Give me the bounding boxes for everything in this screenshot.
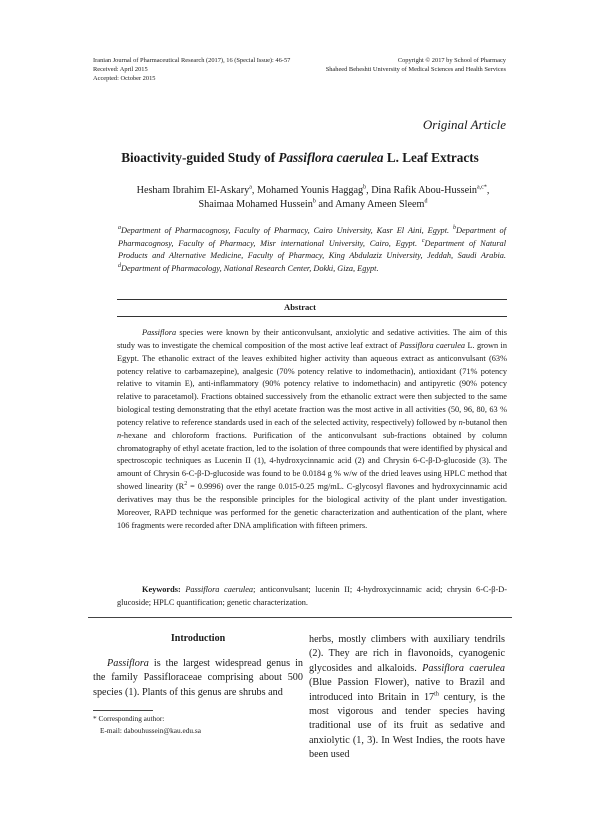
abstract-genus: Passiflora	[142, 328, 177, 337]
journal-header-left	[93, 57, 290, 83]
abstract-r-squared-sup: 2	[184, 481, 188, 488]
keyword-species: Passiflora caerulea	[185, 585, 254, 594]
abstract-text-5: = 0.9996) over the range 0.015-0.25 mg/mL. C-glycosyl flavones and hydroxycinnamic acid derivatives may thus be the responsible principles for the biological activity of the plant under investigation. Moreover, RAPD technique was performed for the genetic characterization and authentication of the plant, where 106 fragments were recorded after DNA amplification with fifteen primers.	[117, 482, 507, 530]
abstract-heading: Abstract	[284, 302, 316, 312]
right-species: Passiflora caerulea	[422, 662, 506, 674]
abstract-n-2: n	[117, 430, 122, 440]
title-part1: Bioactivity-guided Study of	[121, 150, 279, 165]
abstract-species: Passiflora caerulea	[399, 340, 466, 350]
author-4: , Shaimaa Mohamed Hussein	[198, 185, 490, 210]
affil-b: Department of Pharmacognosy, Faculty of Pharmacy, Misr international University, Cairo, Egypt.	[118, 226, 506, 248]
author-5-sup: d	[424, 198, 428, 205]
author-1: Hesham Ibrahim El-Askary	[136, 185, 250, 196]
journal-citation: Iranian Journal of Pharmaceutical Research (2017), 16 (Special Issue): 46-57	[93, 57, 291, 64]
intro-text-1: is the largest widespread genus in the family Passifloraceae comprising about 500 species (1). Plants of this genus are shrubs and	[93, 658, 303, 698]
affil-c-sup: c	[421, 237, 425, 244]
section-divider	[88, 617, 512, 618]
keywords-label: Keywords:	[142, 585, 181, 594]
title-species: Passiflora caerulea	[278, 150, 384, 165]
right-text-3: century, is the most vigorous and tender species having traditional use of its fruit as sedative and anxiolytic (1, 3). In West Indies, the roots have been used	[309, 691, 505, 761]
intro-paragraph-right	[309, 633, 505, 763]
affil-c: Department of Natural Products and Alternative Medicine, Faculty of Pharmacy, King Abdulaziz University, Jeddah, Saudi Arabia.	[118, 238, 507, 261]
journal-header-right	[326, 57, 506, 75]
affil-a-sup: a	[118, 225, 121, 232]
author-2-sup: b	[363, 184, 367, 191]
copyright-line: Copyright © 2017 by School of Pharmacy	[397, 57, 506, 64]
abstract-text-4: -hexane and chloroform fractions. Purification of the anticonvulsant sub-fractions obtained by column chromatography of ethyl acetate fraction, led to the isolation of three compounds that were identified by physical and spectroscopic techniques as Lucenin II (1), 4-hydroxycinnamic acid (2) and Chrysin 6-C-β-D-glucoside (3). The amount of Chrysin 6-C-β-D-glucoside was found to be 0.0184 g % w/w of the dried leaves using HPLC method that showed linearity (R	[117, 430, 507, 492]
footnote-email: E-mail: dabouhussein@kau.edu.sa	[100, 726, 201, 735]
article-type: Original Article	[422, 117, 506, 132]
right-th-sup: th	[434, 691, 439, 698]
affil-a: Department of Pharmacognosy, Faculty of Pharmacy, Cairo University, Kasr El Aini, Egypt.	[121, 226, 453, 235]
paper-title	[0, 150, 600, 166]
abstract-body	[117, 327, 507, 533]
keywords-rest: ; anticonvulsant; lucenin II; 4-hydroxycinnamic acid; chrysin 6-C-β-D-glucoside; HPLC quantification; genetic characterization.	[117, 585, 507, 607]
abstract-text-3: -butanol then	[462, 417, 507, 427]
intro-paragraph-left	[93, 657, 303, 700]
author-list	[118, 184, 508, 212]
abstract-text-2: L. grown in Egypt. The ethanolic extract of the leaves exhibited higher activity than aqueous extract as anticonvulsant (63% potency relative to carbamazepine), analgesic (70% potency relative to indomethacin), antioxidant (71% potency relative to vitamin E), anti-inflammatory (90% potency relative to indomethacin) and antipyretic (90% potency relative to paracetamol). Fractions obtained successively from the ethanolic extract were then subjected to the same biological testing demonstrating that the ethyl acetate fraction was the most active in all activities (50, 96, 80, 63 % potency relative to reference standards used in each of the selected activity, respectively) followed by	[117, 340, 508, 427]
author-1-sup: a	[249, 184, 252, 191]
affiliations	[118, 225, 506, 275]
author-3-sup: a,c*	[477, 184, 487, 191]
affil-d: Department of Pharmacology, National Research Center, Dokki, Giza, Egypt.	[121, 263, 379, 273]
right-text-2: (Blue Passion Flower), native to Brazil and introduced into Britain in 17	[309, 677, 505, 703]
abstract-text-1: species were known by their anticonvulsant, anxiolytic and sedative activities. The aim of this study was to investigate the chemical composition of the most active leaf extract of	[117, 328, 507, 350]
author-4-sup: b	[312, 198, 316, 205]
affil-d-sup: d	[118, 263, 121, 270]
keywords	[117, 584, 507, 610]
intro-genus: Passiflora	[107, 658, 149, 669]
abstract-n-1: n	[458, 417, 463, 427]
right-text-1: herbs, mostly climbers with auxiliary tendrils (2). They are rich in flavonoids, cyanogenic glycosides and alkaloids.	[309, 634, 505, 674]
received-date: Received: April 2015	[93, 65, 148, 73]
introduction-heading: Introduction	[170, 633, 226, 644]
author-5: and Amany Ameen Sleem	[315, 199, 425, 210]
title-part2: L. Leaf Extracts	[383, 150, 479, 165]
publisher-line: Shaheed Beheshti University of Medical Sciences and Health Services	[325, 65, 506, 73]
accepted-date: Accepted: October 2015	[93, 74, 156, 82]
footnote-rule	[93, 710, 153, 711]
author-2: , Mohamed Younis Haggag	[251, 185, 364, 196]
affil-b-sup: b	[453, 225, 456, 232]
author-3: , Dina Rafik Abou-Hussein	[366, 185, 478, 196]
footnote-corresponding: * Corresponding author:	[93, 714, 165, 723]
